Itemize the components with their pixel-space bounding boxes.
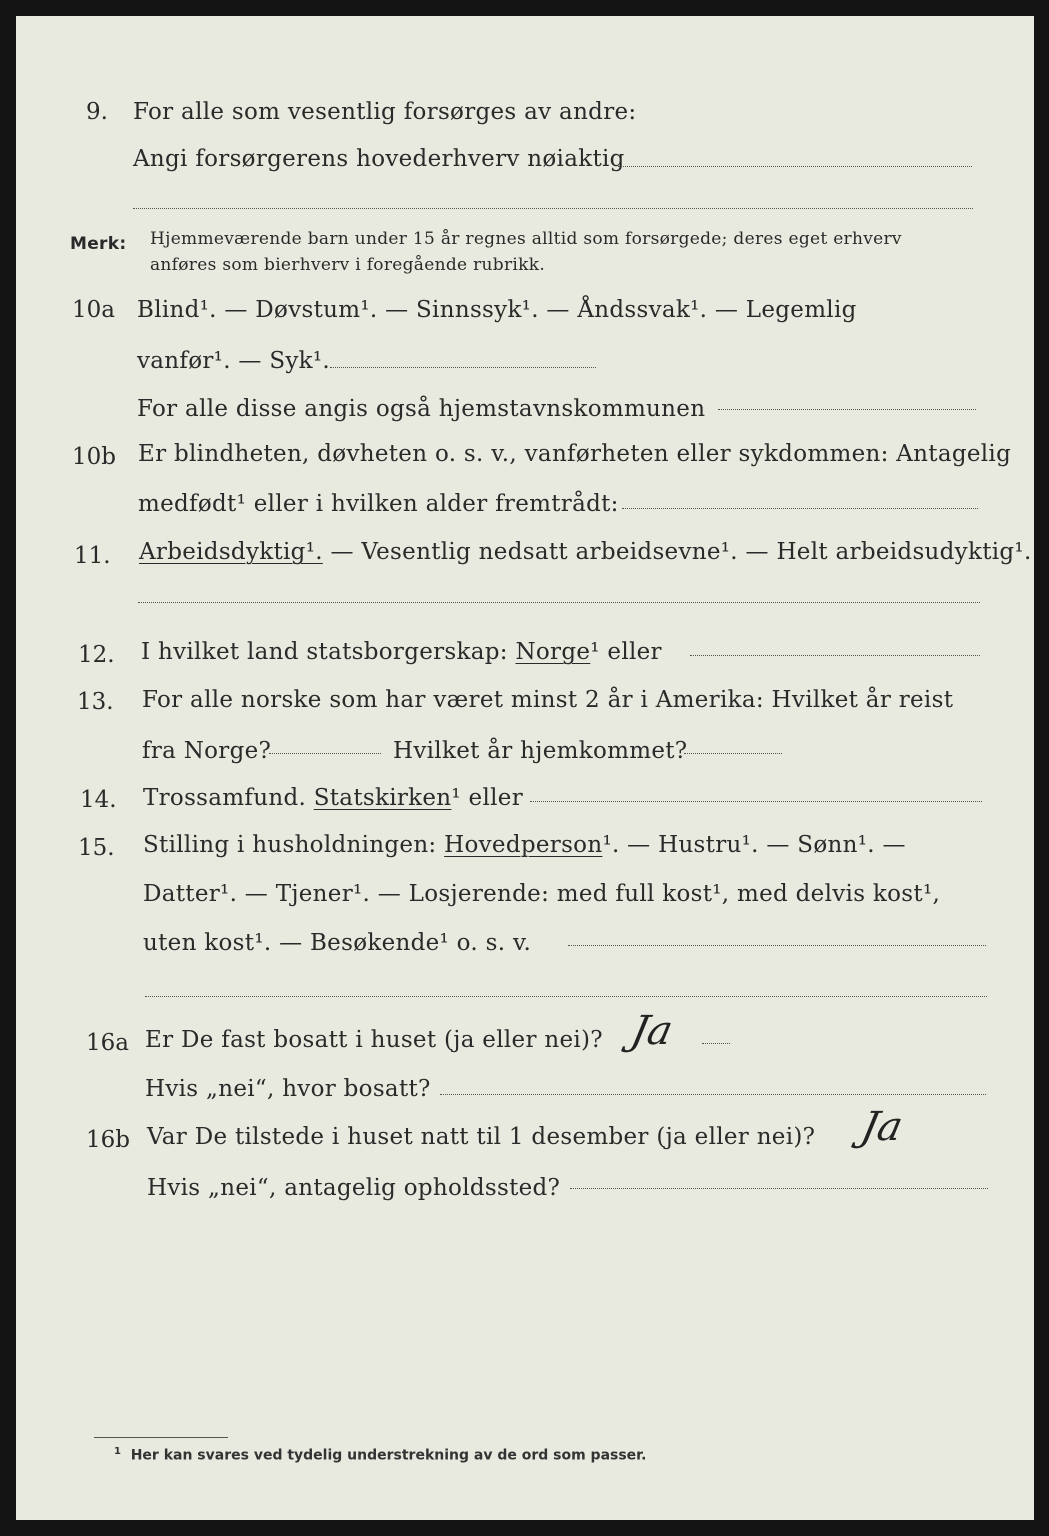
merk-line2: anføres som bierhverv i foregående rubrikk. — [150, 255, 546, 275]
merk-label: Merk: — [70, 234, 127, 254]
q10a-line3: For alle disse angis også hjemstavnskommunen — [137, 396, 706, 422]
q9-line1: For alle som vesentlig forsørges av andre: — [133, 99, 637, 125]
q13-line2b: Hvilket år hjemkommet? — [393, 738, 688, 764]
q16b-number: 16b — [86, 1127, 130, 1153]
q15-answer-field[interactable] — [568, 945, 986, 946]
q15-options-rest[interactable]: ¹. — Hustru¹. — Sønn¹. — — [602, 832, 906, 858]
q9-number: 9. — [86, 99, 108, 125]
q16a-residence-field[interactable] — [440, 1094, 986, 1095]
q11-number: 11. — [74, 543, 111, 569]
q12-eller: ¹ eller — [590, 639, 662, 665]
q16b-line2: Hvis „nei“, antagelig opholdssted? — [147, 1175, 561, 1201]
q13-line1: For alle norske som har været minst 2 år i Amerika: Hvilket år reist — [142, 687, 954, 713]
q11-options-rest[interactable]: — Vesentlig nedsatt arbeidsevne¹. — Helt arbeidsudyktig¹. — [322, 539, 1032, 565]
q10a-hometown-field[interactable] — [718, 409, 976, 410]
q13-return-year-field[interactable] — [684, 753, 782, 754]
q14-answer-field[interactable] — [530, 801, 982, 802]
q9-answer-field[interactable] — [618, 166, 972, 167]
q14-line — [143, 784, 523, 812]
q16b-handwritten-answer: Ja — [857, 1104, 907, 1150]
q14-number: 14. — [80, 787, 117, 813]
q13-line2a: fra Norge? — [142, 738, 272, 764]
q13-departure-year-field[interactable] — [269, 753, 381, 754]
footnote-mark: 1 — [114, 1446, 121, 1457]
q10a-line2: vanfør¹. — Syk¹. — [137, 348, 331, 374]
q9-answer-field-2[interactable] — [133, 208, 973, 209]
q12-option-norge[interactable]: Norge — [515, 639, 591, 665]
q10b-line2: medfødt¹ eller i hvilken alder fremtrådt: — [138, 491, 619, 517]
q10a-line1: Blind¹. — Døvstum¹. — Sinnssyk¹. — Åndssvak¹. — Legemlig — [137, 297, 857, 323]
q15-line3[interactable]: uten kost¹. — Besøkende¹ o. s. v. — [143, 930, 532, 956]
q11-line — [139, 538, 1032, 566]
q15-option-hovedperson[interactable]: Hovedperson — [444, 832, 603, 858]
q13-number: 13. — [77, 689, 114, 715]
footnote-text: Her kan svares ved tydelig understrekning av de ord som passer. — [130, 1447, 647, 1464]
q10b-line1: Er blindheten, døvheten o. s. v., vanførheten eller sykdommen: Antagelig — [138, 441, 1012, 467]
q15-line1 — [143, 831, 906, 859]
merk-line1: Hjemmeværende barn under 15 år regnes alltid som forsørgede; deres eget erhverv — [150, 229, 902, 249]
q15-question: Stilling i husholdningen: — [143, 832, 445, 858]
q16a-handwritten-answer: Ja — [627, 1008, 677, 1054]
q12-number: 12. — [78, 642, 115, 668]
q16b-line1: Var De tilstede i huset natt til 1 desember (ja eller nei)? — [147, 1124, 816, 1150]
q10b-answer-field[interactable] — [622, 508, 978, 509]
q16a-answer-field[interactable] — [702, 1043, 730, 1044]
q15-answer-field-2[interactable] — [145, 996, 987, 997]
q15-number: 15. — [78, 835, 115, 861]
q10a-number: 10a — [72, 297, 115, 323]
q11-option-arbeidsdyktig[interactable]: Arbeidsdyktig¹. — [139, 539, 323, 565]
q14-question: Trossamfund. — [143, 785, 314, 811]
footnote-rule — [94, 1437, 228, 1438]
q16a-number: 16a — [86, 1030, 129, 1056]
q14-eller: ¹ eller — [451, 785, 523, 811]
q16b-location-field[interactable] — [570, 1188, 988, 1189]
q10a-answer-field[interactable] — [330, 367, 596, 368]
footnote — [114, 1446, 646, 1464]
q12-question: I hvilket land statsborgerskap: — [141, 639, 516, 665]
q16a-line2: Hvis „nei“, hvor bosatt? — [145, 1076, 431, 1102]
q14-option-statskirken[interactable]: Statskirken — [313, 785, 452, 811]
q12-answer-field[interactable] — [690, 655, 980, 656]
q16a-line1: Er De fast bosatt i huset (ja eller nei)? — [145, 1027, 603, 1053]
q9-line2: Angi forsørgerens hovederhverv nøiaktig — [133, 146, 625, 172]
q11-answer-field[interactable] — [138, 602, 980, 603]
q12-line — [141, 638, 662, 666]
q10b-number: 10b — [72, 444, 116, 470]
q15-line2[interactable]: Datter¹. — Tjener¹. — Losjerende: med full kost¹, med delvis kost¹, — [143, 881, 941, 907]
